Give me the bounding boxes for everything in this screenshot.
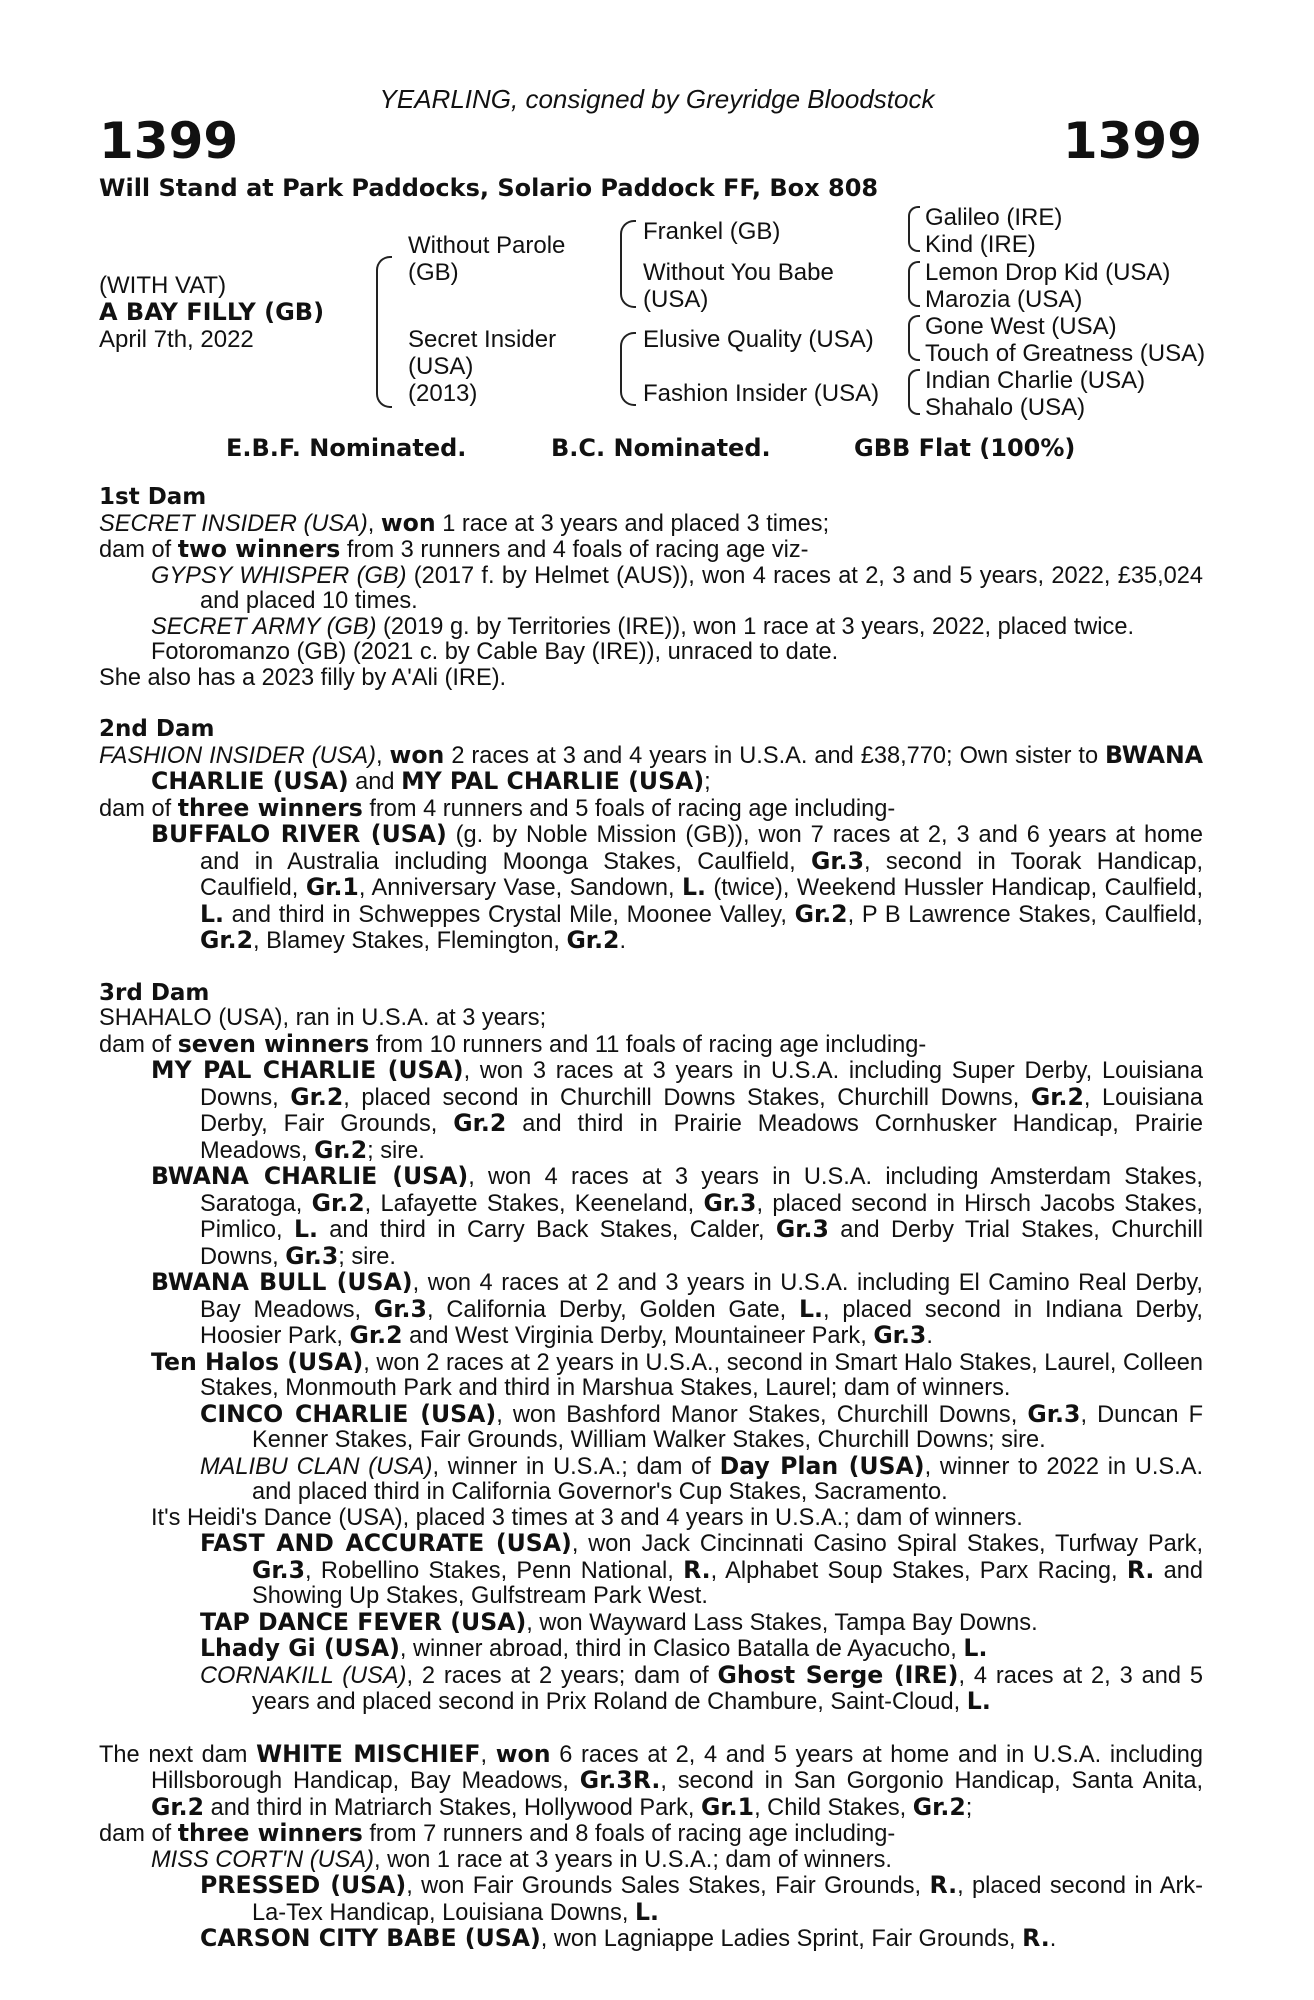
lot-number-left: 1399 [99,112,239,170]
dam-line-3: (2013) [408,380,478,407]
produce-bwana-bull: BWANA BULL (USA), won 4 races at 2 and 3 years in U.S.A. including El Camino Real Derby, Bay Meadows, Gr.3, California Derby, Golden Gate, L., placed second in Indiana Derby, Hoosier Park, Gr.2 and West Virginia Derby, Mountaineer Park, Gr.3. [151,1268,1203,1349]
produce-its-heidis-dance: It's Heidi's Dance (USA), placed 3 times at 3 and 4 years in U.S.A.; dam of winners. [151,1504,1023,1531]
produce-buffalo-river: BUFFALO RIVER (USA) (g. by Noble Mission (GB)), won 7 races at 2, 3 and 6 years at home and in Australia including Moonga Stakes, Caulfield, Gr.3, second in Toorak Handicap, Caulfield, Gr.1, Anniversary Vase, Sandown, L. (twice), Weekend Hussler Handicap, Caulfield, L. and third in Schweppes Crystal Mile, Moonee Valley, Gr.2, P B Lawrence Stakes, Caulfield, Gr.2, Blamey Stakes, Flemington, Gr.2. [151,820,1203,954]
produce-gypsy-whisper: GYPSY WHISPER (GB) (2017 f. by Helmet (AUS)), won 4 races at 2, 3 and 5 years, 2022, £35,024 and placed 10 times. [151,562,1203,614]
sire-dam-line-1: Without You Babe [643,259,834,286]
sds: Lemon Drop Kid (USA) [925,259,1171,286]
stand-location: Will Stand at Park Paddocks, Solario Paddock FF, Box 808 [99,174,879,202]
produce-malibu-clan: MALIBU CLAN (USA), winner in U.S.A.; dam of Day Plan (USA), winner to 2022 in U.S.A. and placed third in California Governor's Cup Stakes, Sacramento. [200,1451,1203,1505]
sire-line-1: Without Parole [408,232,566,259]
third-dam-produce-line: dam of seven winners from 10 runners and 11 foals of racing age including- [99,1029,927,1058]
sss: Galileo (IRE) [925,204,1063,231]
produce-secret-army: SECRET ARMY (GB) (2019 g. by Territories (IRE)), won 1 race at 3 years, 2022, placed twice. [151,613,1135,640]
third-dam-heading: 3rd Dam [99,979,210,1006]
first-dam-line: SECRET INSIDER (USA), won 1 race at 3 years and placed 3 times; [99,508,830,537]
vat-note: (WITH VAT) [99,272,227,299]
produce-my-pal-charlie: MY PAL CHARLIE (USA), won 3 races at 3 years in U.S.A. including Super Derby, Louisiana Downs, Gr.2, placed second in Churchill Downs Stakes, Churchill Downs, Gr.2, Louisiana Derby, Fair Grounds, Gr.2 and third in Prairie Meadows Cornhusker Handicap, Prairie Meadows, Gr.2; sire. [151,1056,1203,1164]
produce-bwana-charlie: BWANA CHARLIE (USA), won 4 races at 3 years in U.S.A. including Amsterdam Stakes, Saratoga, Gr.2, Lafayette Stakes, Keeneland, Gr.3, placed second in Hirsch Jacobs Stakes, Pimlico, L. and third in Carry Back Stakes, Calder, Gr.3 and Derby Trial Stakes, Churchill Downs, Gr.3; sire. [151,1162,1203,1270]
first-dam-produce-line: dam of two winners from 3 runners and 4 foals of racing age viz- [99,535,809,563]
second-dam-line: FASHION INSIDER (USA), won 2 races at 3 and 4 years in U.S.A. and £38,770; Own sister to BWANA CHARLIE (USA) and MY PAL CHARLIE (USA); [99,740,1203,795]
produce-tap-dance-fever: TAP DANCE FEVER (USA), won Wayward Lass Stakes, Tampa Bay Downs. [200,1607,1038,1636]
produce-miss-cortn: MISS CORT'N (USA), won 1 race at 3 years in U.S.A.; dam of winners. [151,1846,892,1873]
produce-fotoromanzo: Fotoromanzo (GB) (2021 c. by Cable Bay (IRE)), unraced to date. [151,639,839,665]
second-dam-heading: 2nd Dam [99,716,215,742]
foaling-date: April 7th, 2022 [99,326,254,353]
brace-ss [908,206,920,252]
consignment-line: YEARLING, consigned by Greyridge Bloodstock [379,84,935,114]
sire-dam-line-2: (USA) [643,286,709,313]
produce-pressed: PRESSED (USA), won Fair Grounds Sales Stakes, Fair Grounds, R., placed second in Ark-La-Tex Handicap, Louisiana Downs, L. [200,1871,1203,1926]
lot-number-right: 1399 [1062,112,1202,170]
brace-dd [908,369,920,415]
produce-2023-filly: She also has a 2023 filly by A'Ali (IRE). [99,664,507,691]
produce-cornakill: CORNAKILL (USA), 2 races at 2 years; dam of Ghost Serge (IRE), 4 races at 2, 3 and 5 years and placed second in Prix Roland de Chambure, Saint-Cloud, L. [200,1660,1203,1715]
dam-dam: Fashion Insider (USA) [643,380,880,407]
dam-line-2: (USA) [408,353,474,380]
dam-line-1: Secret Insider [408,326,557,353]
dds: Indian Charlie (USA) [925,367,1146,394]
next-dam-paragraph: The next dam WHITE MISCHIEF, won 6 races at 2, 4 and 5 years at home and in U.S.A. including Hillsborough Handicap, Bay Meadows, Gr.3R., second in San Gorgonio Handicap, Santa Anita, Gr.2 and third in Matriarch Stakes, Hollywood Park, Gr.1, Child Stakes, Gr.2; [99,1739,1203,1821]
third-dam-line: SHAHALO (USA), ran in U.S.A. at 3 years; [99,1005,547,1031]
next-dam-produce-line: dam of three winners from 7 runners and 8 foals of racing age including- [99,1819,896,1847]
gbb-flat: GBB Flat (100%) [854,434,1076,462]
sire-sire: Frankel (GB) [643,218,781,245]
bc-nomination: B.C. Nominated. [551,434,771,462]
sire-line-2: (GB) [408,259,459,286]
produce-fast-and-accurate: FAST AND ACCURATE (USA), won Jack Cincinnati Casino Spiral Stakes, Turfway Park, Gr.3, Robellino Stakes, Penn National, R., Alphabet Soup Stakes, Parx Racing, R. and Showing Up Stakes, Gulfstream Park West. [200,1529,1203,1609]
ssd: Kind (IRE) [925,231,1036,258]
horse-name: A BAY FILLY (GB) [99,298,325,326]
produce-cinco-charlie: CINCO CHARLIE (USA), won Bashford Manor Stakes, Churchill Downs, Gr.3, Duncan F Kenner Stakes, Fair Grounds, William Walker Stakes, Churchill Downs; sire. [200,1399,1204,1453]
produce-ten-halos: Ten Halos (USA), won 2 races at 2 years in U.S.A., second in Smart Halo Stakes, Laurel, Colleen Stakes, Monmouth Park and third in Marshua Stakes, Laurel; dam of winners. [151,1347,1203,1401]
second-dam-produce-line: dam of three winners from 4 runners and 5 foals of racing age including- [99,793,896,822]
dss: Gone West (USA) [925,313,1117,340]
brace-ds [908,315,920,361]
sdd: Marozia (USA) [925,286,1083,313]
ddd: Shahalo (USA) [925,394,1086,421]
ebf-nomination: E.B.F. Nominated. [226,434,467,462]
brace-dam [620,332,636,406]
brace-sire [620,220,636,308]
catalogue-body [99,485,1203,1953]
brace-sd [908,261,920,307]
dsd: Touch of Greatness (USA) [925,340,1206,367]
produce-carson-city-babe: CARSON CITY BABE (USA), won Lagniappe Ladies Sprint, Fair Grounds, R.. [200,1924,1057,1952]
dam-sire: Elusive Quality (USA) [643,326,874,353]
produce-lhady-gi: Lhady Gi (USA), winner abroad, third in Clasico Batalla de Ayacucho, L. [200,1634,988,1662]
brace-parents [376,256,392,408]
first-dam-heading: 1st Dam [99,484,207,510]
